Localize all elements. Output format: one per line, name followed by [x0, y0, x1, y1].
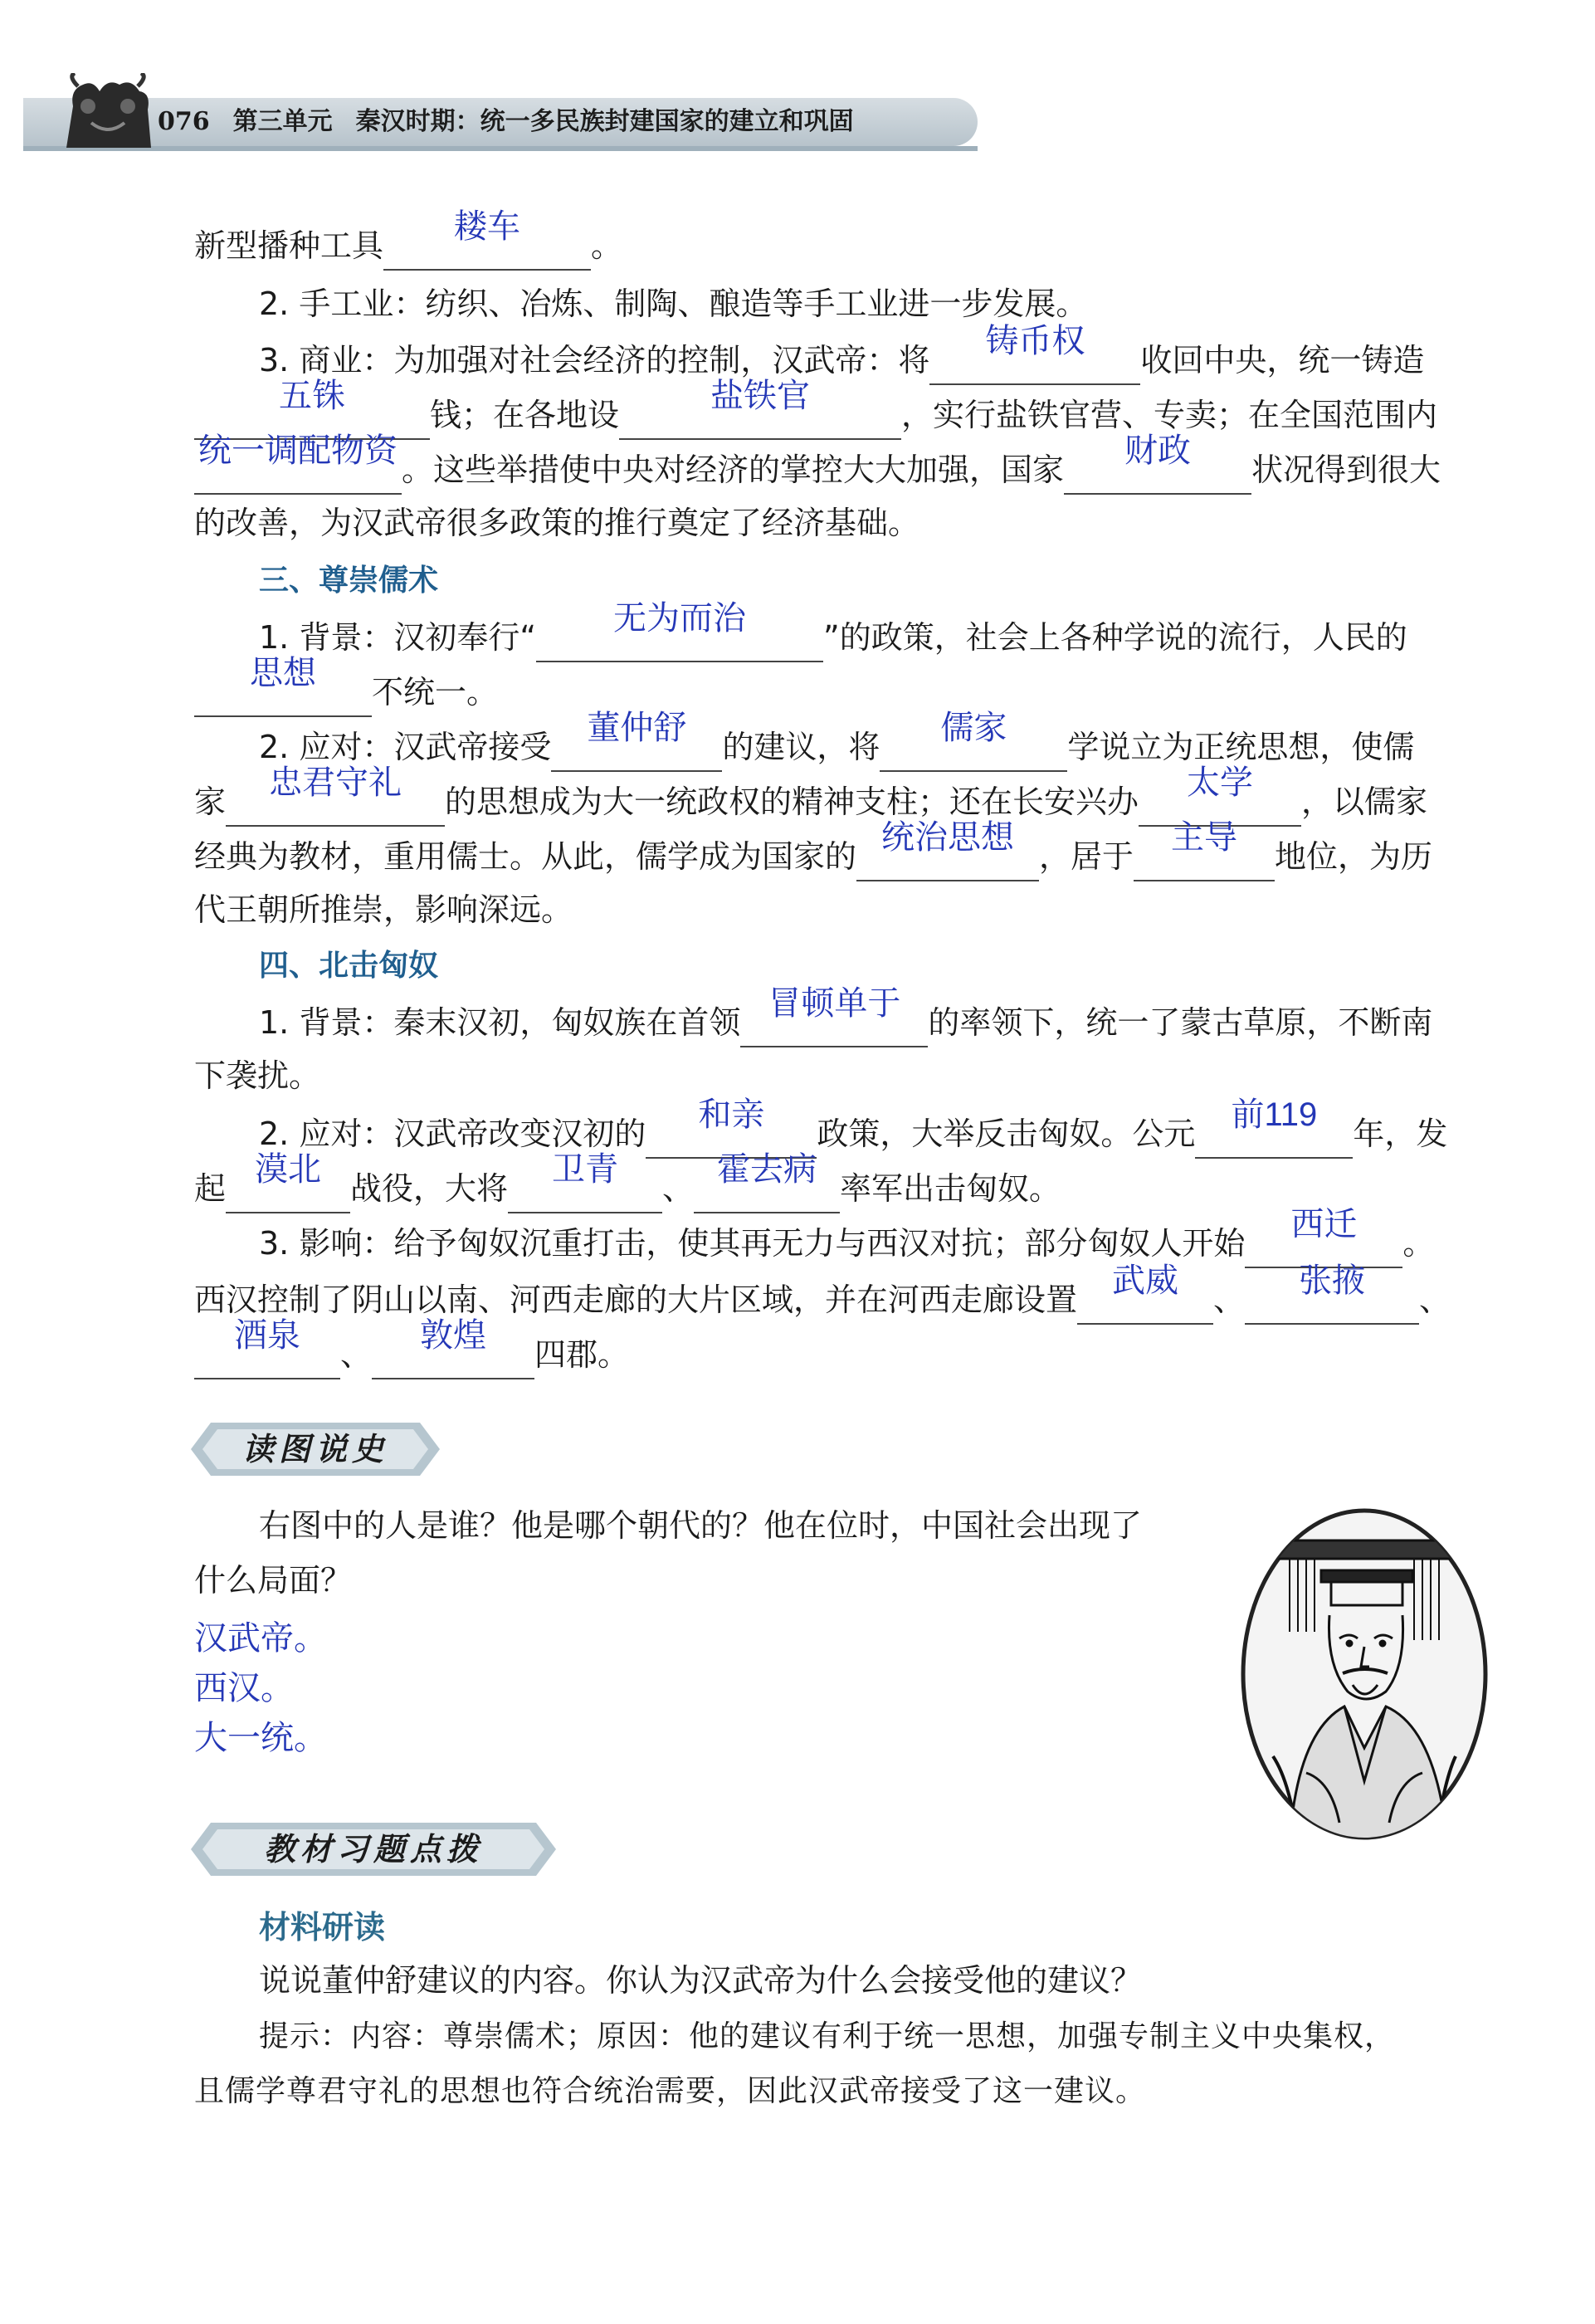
text-line: 家 忠君守礼 的思想成为大一统政权的精神支柱；还在长安兴办 太学 ，以儒家 — [194, 775, 1489, 827]
answer-blank: 冒顿单于 — [740, 996, 928, 1047]
answer-blank: 前119 — [1195, 1107, 1353, 1159]
answer-blank: 太学 — [1139, 775, 1301, 827]
answer-blank: 西迁 — [1245, 1217, 1402, 1268]
banner-title: 教材习题点拨 — [263, 1830, 483, 1868]
text-line: 2. 手工业：纺织、冶炼、制陶、酿造等手工业进一步发展。 — [259, 286, 1088, 322]
answer-blank: 霍去病 — [694, 1162, 840, 1213]
answer-text: 大一统。 — [194, 1720, 327, 1756]
answer-blank: 武威 — [1077, 1273, 1213, 1325]
text-line: 代王朝所推崇，影响深远。 — [194, 891, 573, 928]
header-strip — [23, 146, 978, 151]
text-line: 3. 影响：给予匈奴沉重打击，使其再无力与西汉对抗；部分匈奴人开始 西迁 。 — [259, 1217, 1554, 1268]
answer-blank: 漠北 — [226, 1162, 350, 1213]
text-line: 酒泉 、 敦煌 四郡。 — [194, 1328, 1489, 1379]
text-line: 的改善，为汉武帝很多政策的推行奠定了经济基础。 — [194, 505, 920, 541]
answer-blank: 和亲 — [646, 1107, 817, 1159]
text-line: 1. 背景：汉初奉行“ 无为而治 ”的政策，社会上各种学说的流行，人民的 — [259, 611, 1554, 662]
question-line: 右图中的人是谁？他是哪个朝代的？他在位时，中国社会出现了 — [259, 1507, 1143, 1544]
text-line: 思想 不统一。 — [194, 666, 1489, 717]
text-line: 2. 应对：汉武帝接受 董仲舒 的建议，将 儒家 学说立为正统思想，使儒 — [259, 720, 1554, 772]
answer-text: 西汉。 — [194, 1670, 294, 1706]
section-banner-textbook — [191, 1818, 556, 1881]
section-heading: 三、尊崇儒术 — [259, 564, 439, 598]
subsection-heading: 材料研读 — [259, 1909, 386, 1946]
text-line: 起 漠北 战役，大将 卫青 、 霍去病 率军出击匈奴。 — [194, 1162, 1489, 1213]
answer-blank: 主导 — [1134, 830, 1275, 881]
hint-line: 且儒学尊君守礼的思想也符合统治需要，因此汉武帝接受了这一建议。 — [194, 2074, 1147, 2108]
answer-blank: 铸币权 — [929, 334, 1140, 385]
answer-blank: 统一调配物资 — [194, 443, 402, 495]
hint-line: 提示：内容：尊崇儒术；原因：他的建议有利于统一思想，加强专制主义中央集权， — [259, 2019, 1396, 2053]
emperor-portrait-icon — [1240, 1507, 1489, 1841]
text-line: 新型播种工具 耧车 。 — [194, 219, 1489, 271]
header-title — [158, 103, 854, 141]
text-line: 五铢 钱；在各地设 盐铁官 ，实行盐铁官营、专卖；在全国范围内 — [194, 388, 1489, 440]
answer-blank: 酒泉 — [194, 1328, 340, 1379]
answer-text: 汉武帝。 — [194, 1620, 327, 1657]
answer-blank: 张掖 — [1245, 1273, 1419, 1325]
text-line: 2. 应对：汉武帝改变汉初的 和亲 政策，大举反击匈奴。公元 前119 年，发 — [259, 1107, 1554, 1159]
text-line: 统一调配物资 。这些举措使中央对经济的掌控大大加强，国家 财政 状况得到很大 — [194, 443, 1489, 495]
text-line: 西汉控制了阴山以南、河西走廊的大片区域，并在河西走廊设置 武威 、 张掖 、 — [194, 1273, 1489, 1325]
answer-blank: 忠君守礼 — [226, 775, 445, 827]
text-line: 下袭扰。 — [194, 1057, 321, 1094]
section-heading: 四、北击匈奴 — [259, 949, 439, 983]
banner-title: 读图说史 — [241, 1430, 388, 1467]
answer-blank: 五铢 — [194, 388, 430, 440]
answer-blank: 统治思想 — [856, 830, 1039, 881]
answer-blank: 敦煌 — [372, 1328, 534, 1379]
text-line: 经典为教材，重用儒士。从此，儒学成为国家的 统治思想 ，居于 主导 地位，为历 — [194, 830, 1489, 881]
answer-blank: 卫青 — [508, 1162, 662, 1213]
text-line: 3. 商业：为加强对社会经济的控制，汉武帝：将 铸币权 收回中央，统一铸造 — [259, 334, 1554, 385]
question-line: 什么局面？ — [194, 1562, 353, 1599]
unit-title: 秦汉时期：统一多民族封建国家的建立和巩固 — [355, 107, 854, 136]
answer-blank: 儒家 — [880, 720, 1067, 772]
answer-blank: 财政 — [1064, 443, 1251, 495]
text-line: 1. 背景：秦末汉初，匈奴族在首领 冒顿单于 的率领下，统一了蒙古草原，不断南 — [259, 996, 1554, 1047]
page-number: 076 — [158, 107, 210, 136]
answer-blank: 董仲舒 — [551, 720, 722, 772]
answer-blank: 盐铁官 — [619, 388, 901, 440]
answer-blank: 思想 — [194, 666, 372, 717]
answer-blank: 无为而治 — [536, 611, 823, 662]
answer-blank: 耧车 — [383, 219, 591, 271]
unit-label: 第三单元 — [232, 107, 333, 136]
section-banner-read-map — [191, 1418, 440, 1481]
question-line: 说说董仲舒建议的内容。你认为汉武帝为什么会接受他的建议？ — [259, 1962, 1143, 1999]
bronze-ornament-icon — [58, 73, 158, 153]
